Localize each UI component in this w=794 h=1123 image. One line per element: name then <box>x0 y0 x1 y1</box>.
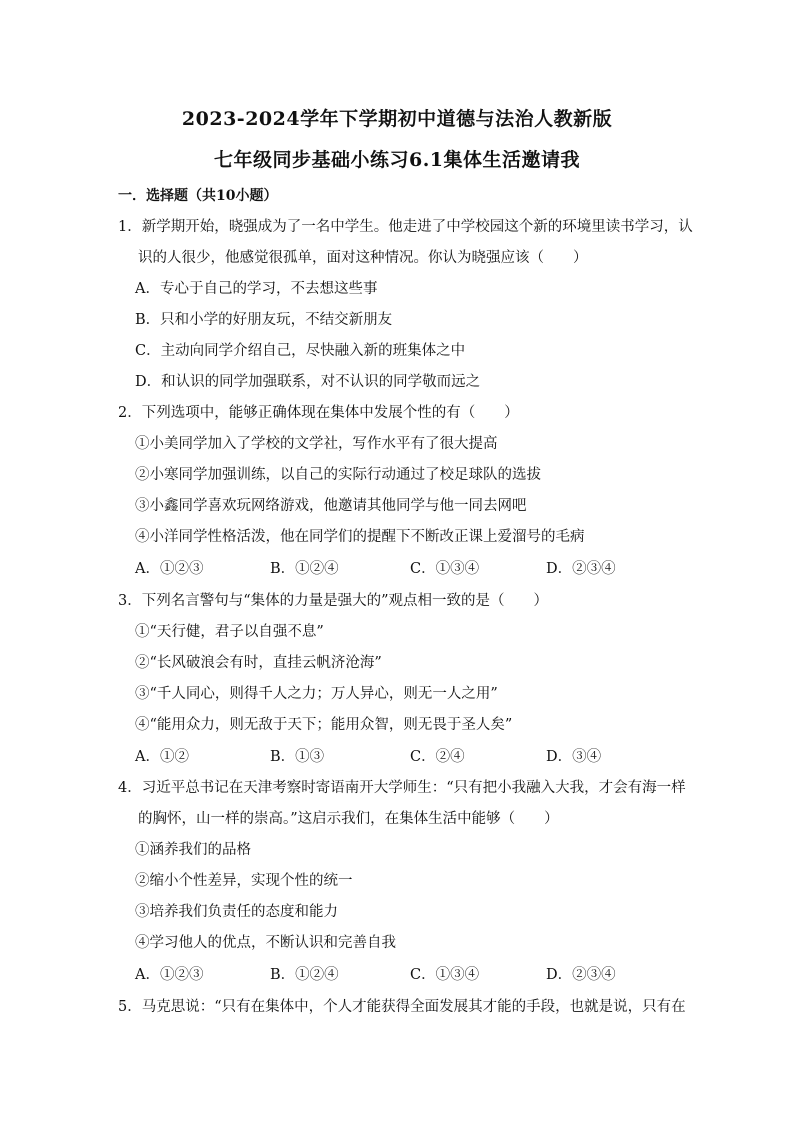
question-1-stem-line2: 识的人很少，他感觉很孤单，面对这种情况。你认为晓强应该（ ） <box>138 250 588 266</box>
question-4-item-1: ①涵养我们的品格 <box>135 842 251 858</box>
question-5-stem-line1: 5．马克思说：“只有在集体中，个人才能获得全面发展其才能的手段，也就是说，只有在 <box>118 999 686 1015</box>
question-3-item-1: ①“天行健，君子以自强不息” <box>135 624 324 640</box>
question-4-stem-line2: 的胸怀，山一样的崇高。”这启示我们，在集体生活中能够（ ） <box>138 811 559 827</box>
question-4-item-3: ③培养我们负责任的态度和能力 <box>135 904 338 920</box>
section-heading: 一．选择题（共10小题） <box>118 188 278 204</box>
question-3-option-c: C．②④ <box>410 749 465 765</box>
question-2-option-b: B．①②④ <box>270 561 339 577</box>
question-1-option-d: D．和认识的同学加强联系，对不认识的同学敬而远之 <box>135 374 481 390</box>
question-3-option-d: D．③④ <box>546 749 602 765</box>
question-3-item-3: ③“千人同心，则得千人之力；万人异心，则无一人之用” <box>135 686 498 702</box>
question-2-stem: 2．下列选项中，能够正确体现在集体中发展个性的有（ ） <box>118 405 519 421</box>
question-2-option-a: A．①②③ <box>135 561 204 577</box>
question-2-item-2: ②小寒同学加强训练，以自己的实际行动通过了校足球队的选拔 <box>135 467 541 483</box>
question-4-option-a: A．①②③ <box>135 967 204 983</box>
question-2-option-d: D．②③④ <box>546 561 616 577</box>
question-3-option-a: A．①② <box>135 749 189 765</box>
question-4-option-b: B．①②④ <box>270 967 339 983</box>
document-title-line1: 2023-2024学年下学期初中道德与法治人教新版 <box>181 108 613 130</box>
question-1-option-b: B．只和小学的好朋友玩，不结交新朋友 <box>135 312 393 328</box>
question-2-item-1: ①小美同学加入了学校的文学社，写作水平有了很大提高 <box>135 436 498 452</box>
question-3-stem: 3．下列名言警句与“集体的力量是强大的”观点相一致的是（ ） <box>118 593 549 609</box>
question-2-item-4: ④小洋同学性格活泼，他在同学们的提醒下不断改正课上爱溜号的毛病 <box>135 529 585 545</box>
question-1-option-a: A．专心于自己的学习，不去想这些事 <box>135 281 378 297</box>
document-title-line2: 七年级同步基础小练习6.1集体生活邀请我 <box>213 149 581 171</box>
question-3-item-2: ②“长风破浪会有时，直挂云帆济沧海” <box>135 655 382 671</box>
question-4-option-d: D．②③④ <box>546 967 616 983</box>
question-1-stem-line1: 1．新学期开始，晓强成为了一名中学生。他走进了中学校园这个新的环境里读书学习，认 <box>118 219 693 235</box>
question-4-option-c: C．①③④ <box>410 967 480 983</box>
question-4-item-2: ②缩小个性差异，实现个性的统一 <box>135 873 353 889</box>
question-1-option-c: C．主动向同学介绍自己，尽快融入新的班集体之中 <box>135 343 466 359</box>
question-3-item-4: ④“能用众力，则无敌于天下；能用众智，则无畏于圣人矣” <box>135 717 513 733</box>
question-2-item-3: ③小鑫同学喜欢玩网络游戏，他邀请其他同学与他一同去网吧 <box>135 498 527 514</box>
question-3-option-b: B．①③ <box>270 749 325 765</box>
question-4-stem-line1: 4．习近平总书记在天津考察时寄语南开大学师生：“只有把小我融入大我，才会有海一样 <box>118 780 686 796</box>
question-2-option-c: C．①③④ <box>410 561 480 577</box>
question-4-item-4: ④学习他人的优点，不断认识和完善自我 <box>135 935 396 951</box>
